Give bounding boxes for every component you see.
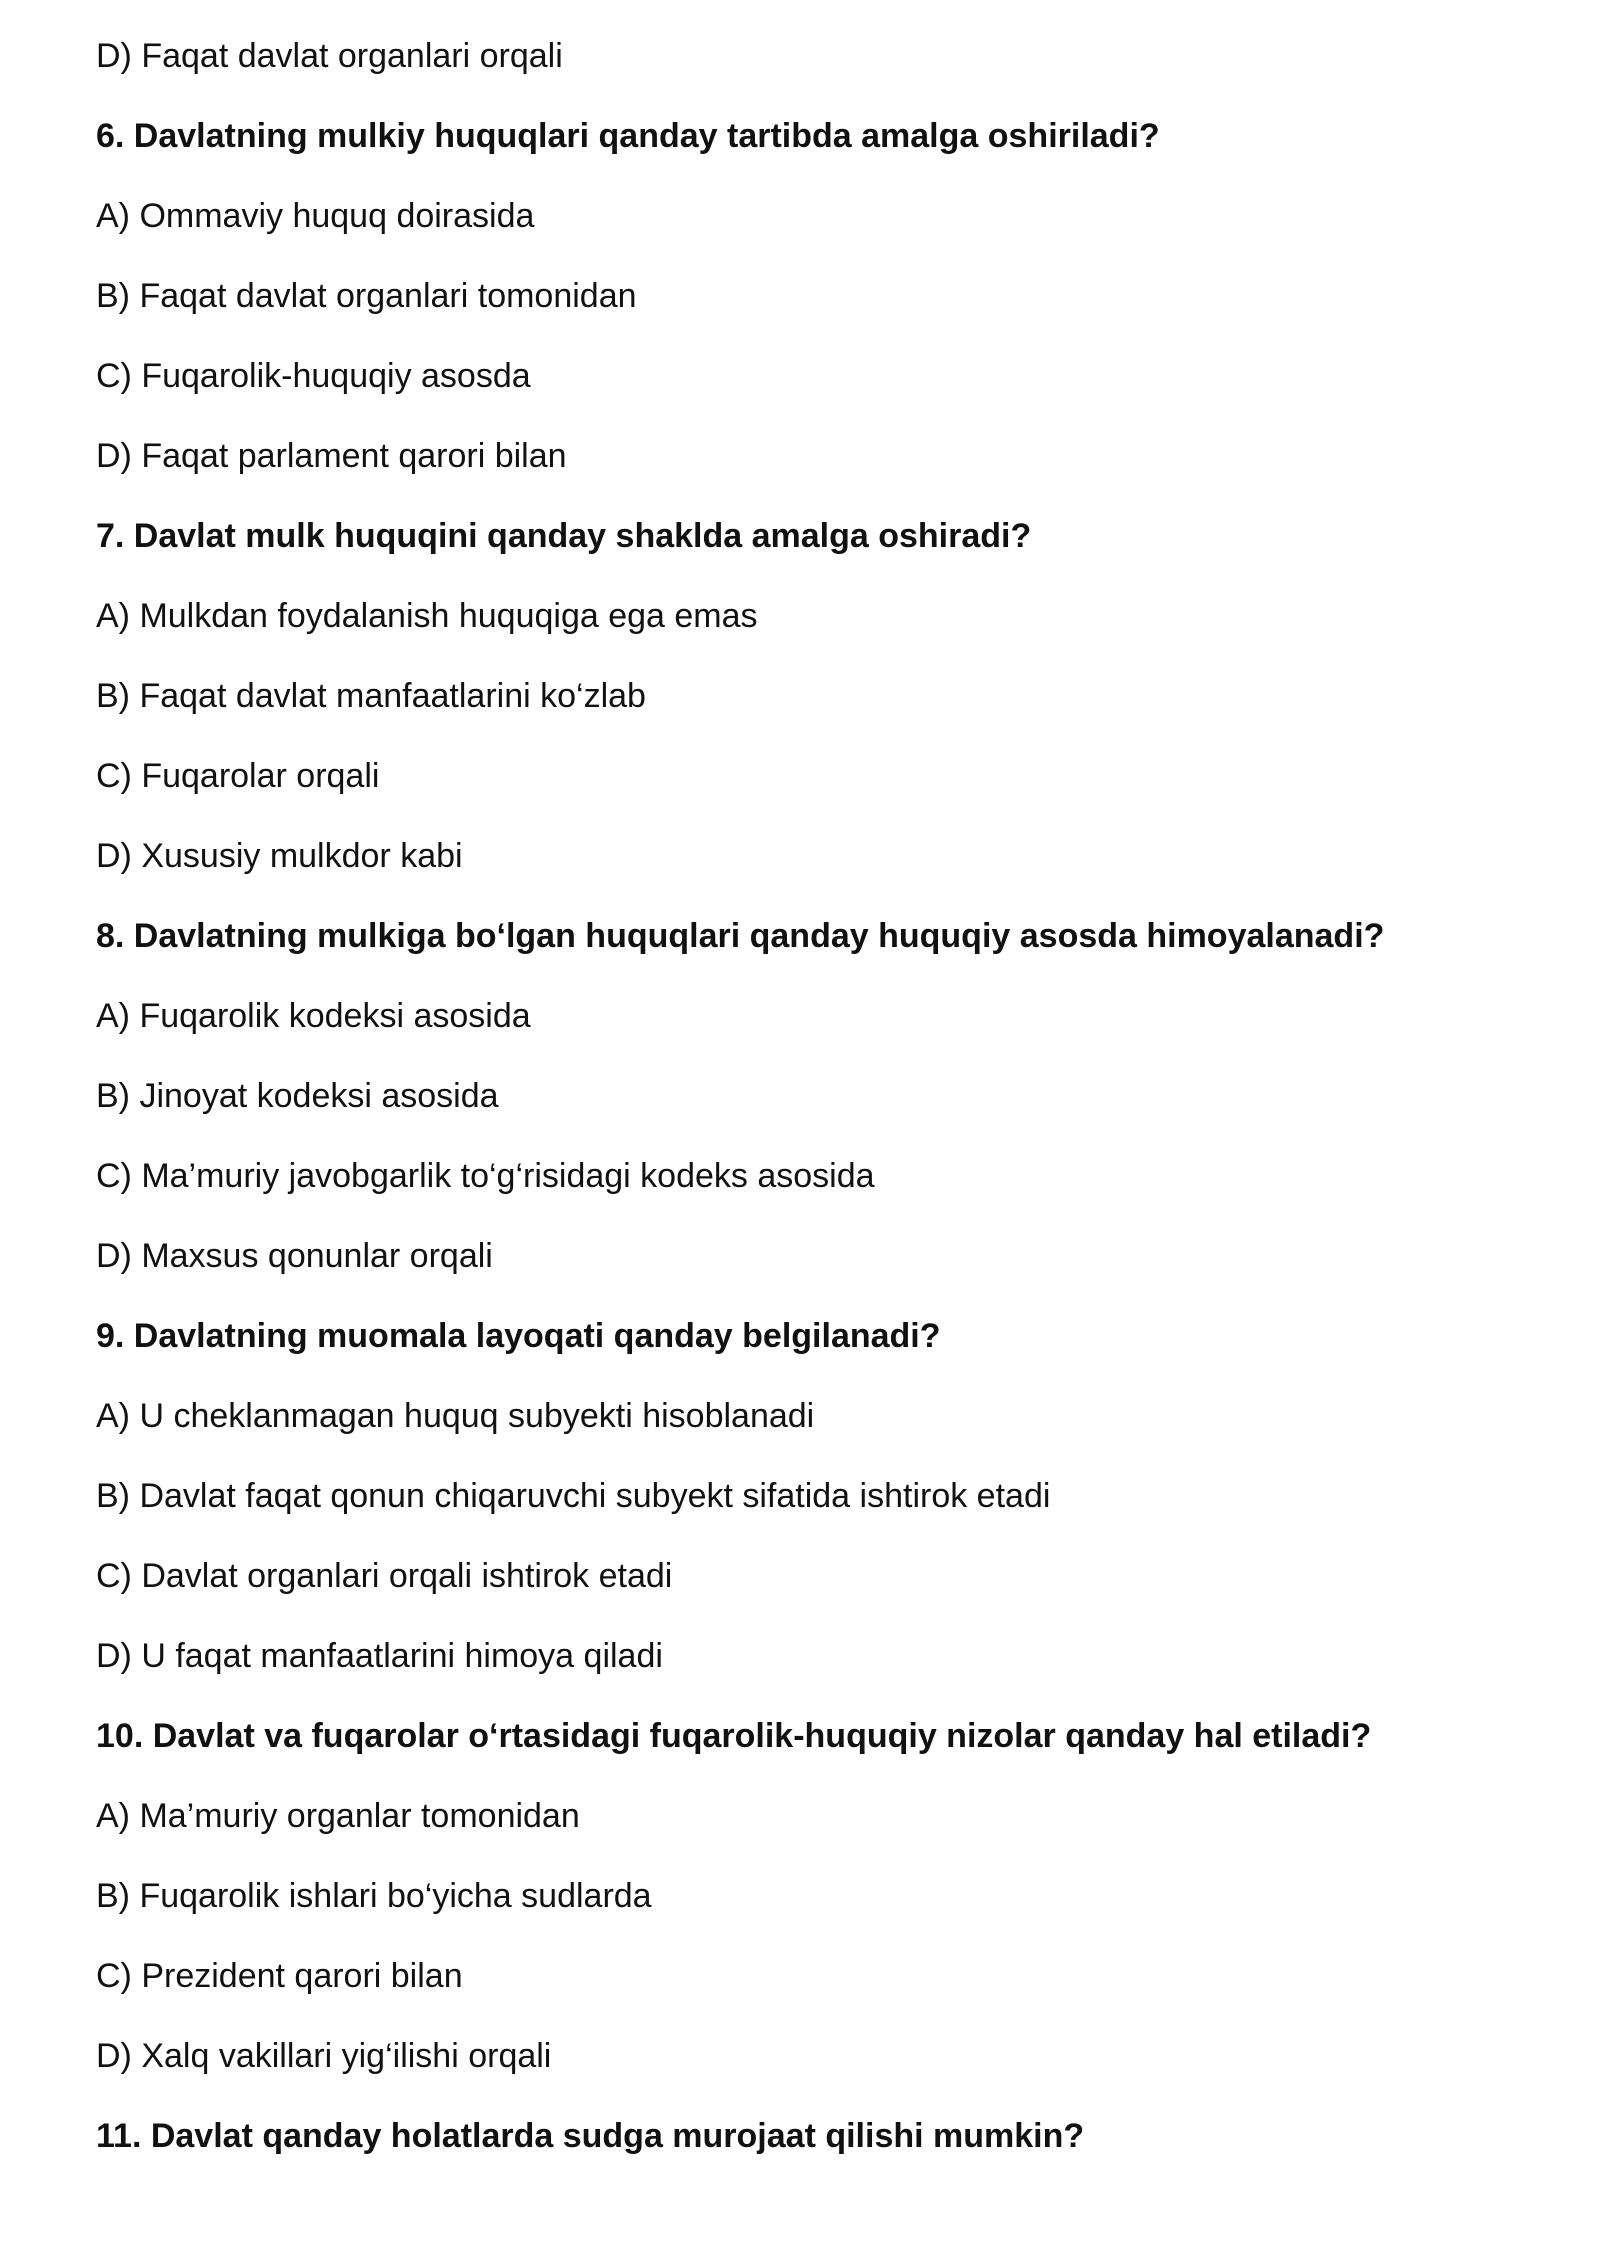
answer-option: C) Ma’muriy javobgarlik to‘g‘risidagi kodeks asosida bbox=[96, 1157, 875, 1195]
answer-option: D) U faqat manfaatlarini himoya qiladi bbox=[96, 1637, 663, 1675]
answer-option: A) Fuqarolik kodeksi asosida bbox=[96, 997, 531, 1035]
answer-option: A) Ma’muriy organlar tomonidan bbox=[96, 1797, 580, 1835]
question-text: 7. Davlat mulk huquqini qanday shaklda amalga oshiradi? bbox=[96, 517, 1032, 555]
answer-option: D) Faqat davlat organlari orqali bbox=[96, 37, 563, 75]
question-text: 11. Davlat qanday holatlarda sudga murojaat qilishi mumkin? bbox=[96, 2117, 1085, 2155]
answer-option: A) Ommaviy huquq doirasida bbox=[96, 197, 535, 235]
answer-option: D) Faqat parlament qarori bilan bbox=[96, 437, 567, 475]
answer-option: C) Fuqarolar orqali bbox=[96, 757, 380, 795]
answer-option: C) Fuqarolik-huquqiy asosda bbox=[96, 357, 531, 395]
answer-option: B) Faqat davlat organlari tomonidan bbox=[96, 277, 637, 315]
answer-option: A) U cheklanmagan huquq subyekti hisoblanadi bbox=[96, 1397, 815, 1435]
answer-option: A) Mulkdan foydalanish huquqiga ega emas bbox=[96, 597, 758, 635]
answer-option: D) Maxsus qonunlar orqali bbox=[96, 1237, 493, 1275]
question-text: 8. Davlatning mulkiga bo‘lgan huquqlari qanday huquqiy asosda himoyalanadi? bbox=[96, 917, 1385, 955]
question-text: 9. Davlatning muomala layoqati qanday belgilanadi? bbox=[96, 1317, 941, 1355]
answer-option: B) Davlat faqat qonun chiqaruvchi subyekt sifatida ishtirok etadi bbox=[96, 1477, 1051, 1515]
answer-option: C) Davlat organlari orqali ishtirok etadi bbox=[96, 1557, 673, 1595]
answer-option: C) Prezident qarori bilan bbox=[96, 1957, 463, 1995]
answer-option: D) Xalq vakillari yig‘ilishi orqali bbox=[96, 2037, 552, 2075]
answer-option: D) Xususiy mulkdor kabi bbox=[96, 837, 463, 875]
answer-option: B) Jinoyat kodeksi asosida bbox=[96, 1077, 499, 1115]
document-page bbox=[96, 36, 1536, 2196]
answer-option: B) Faqat davlat manfaatlarini ko‘zlab bbox=[96, 677, 646, 715]
question-text: 6. Davlatning mulkiy huquqlari qanday tartibda amalga oshiriladi? bbox=[96, 117, 1160, 155]
answer-option: B) Fuqarolik ishlari bo‘yicha sudlarda bbox=[96, 1877, 652, 1915]
question-text: 10. Davlat va fuqarolar o‘rtasidagi fuqarolik-huquqiy nizolar qanday hal etiladi? bbox=[96, 1717, 1372, 1755]
